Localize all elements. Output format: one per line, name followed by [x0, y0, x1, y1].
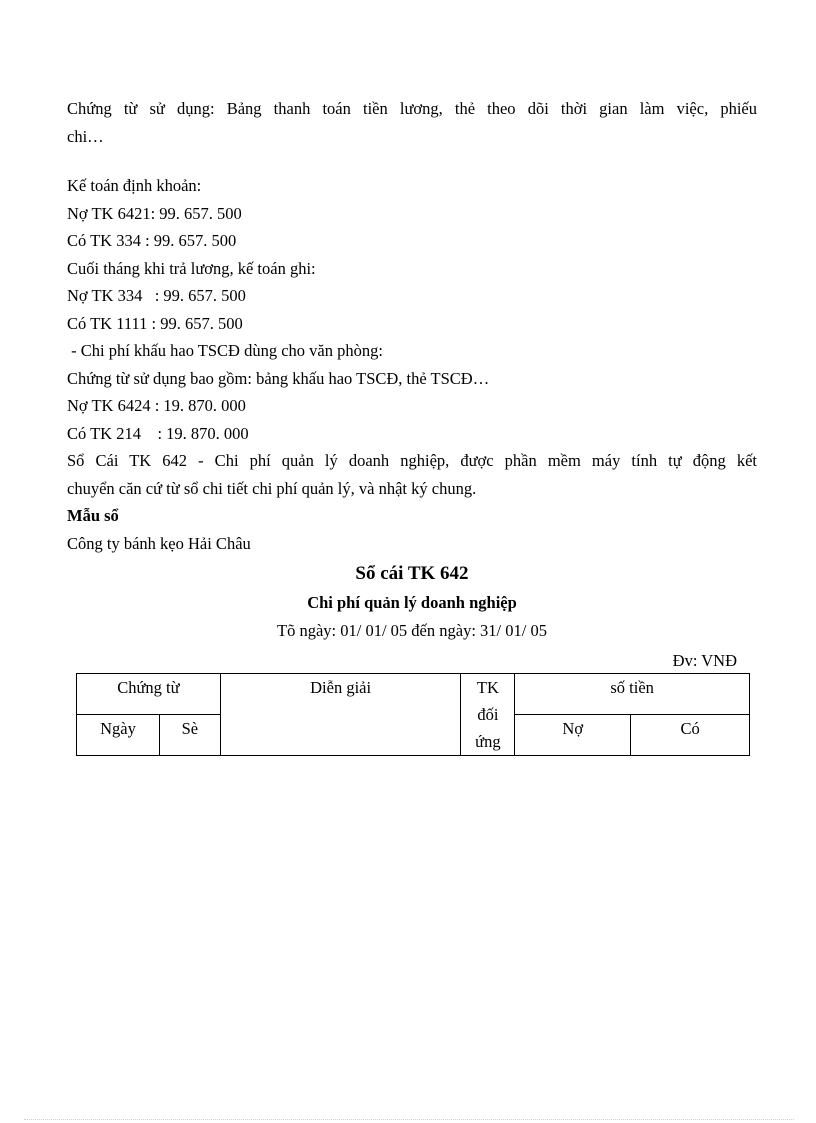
header-debit: Nợ: [515, 715, 631, 756]
header-description: Diễn giải: [220, 674, 461, 756]
ledger-table: [76, 673, 750, 756]
header-contra-line: ứng: [475, 732, 501, 751]
ledger-description: [67, 447, 757, 475]
header-amount: số tiền: [515, 674, 750, 715]
month-end-note: Cuối tháng khi trả lương, kế toán ghi:: [67, 258, 316, 278]
credit-entry: Có TK 334 : 99. 657. 500: [67, 231, 237, 250]
header-number: Sè: [159, 715, 220, 756]
debit-entry: Nợ TK 6421: 99. 657. 500: [67, 203, 242, 223]
sample-heading: Mẫu sổ: [67, 506, 119, 525]
header-contra-account: [461, 674, 515, 756]
depreciation-vouchers: Chứng từ sử dụng bao gồm: bảng khấu hao TSCĐ, thẻ TSCĐ…: [67, 368, 490, 388]
debit-entry: Nợ TK 6424 : 19. 870. 000: [67, 396, 246, 415]
company-name: Công ty bánh kẹo Hải Châu: [67, 533, 251, 553]
spacer: [67, 150, 757, 172]
debit-entry: Nợ TK 334 : 99. 657. 500: [67, 286, 246, 305]
paragraph-text: Chứng từ sử dụng: Bảng thanh toán tiền lương, thẻ theo dõi thời gian làm việc, phiếu: [67, 99, 757, 118]
header-voucher: Chứng từ: [77, 674, 221, 715]
header-contra-line: TK: [476, 678, 499, 697]
table-header-row: [77, 674, 750, 715]
credit-entry: Có TK 1111 : 99. 657. 500: [67, 313, 243, 333]
header-contra-line: đối: [477, 705, 499, 724]
paragraph-vouchers-salary: [67, 95, 757, 123]
header-credit: Có: [631, 715, 750, 756]
ledger-title: Sổ cái TK 642: [355, 563, 469, 584]
ledger-date-range: Tõ ngày: 01/ 01/ 05 đến ngày: 31/ 01/ 05: [277, 621, 547, 640]
ledger-subtitle: Chi phí quản lý doanh nghiệp: [307, 593, 517, 612]
entry-heading: Kế toán định khoản:: [67, 176, 202, 195]
header-date: Ngày: [77, 715, 160, 756]
currency-unit: Đv: VNĐ: [672, 651, 737, 670]
paragraph-text: Sổ Cái TK 642 - Chi phí quản lý doanh nghiệp, được phần mềm máy tính tự động kết: [67, 451, 757, 470]
depreciation-heading: - Chi phí khấu hao TSCĐ dùng cho văn phòng:: [67, 341, 383, 360]
document-page: [67, 95, 757, 756]
page-bottom-divider: [24, 1119, 794, 1120]
paragraph-continuation: chi…: [67, 126, 104, 146]
paragraph-continuation: chuyển căn cứ từ sổ chi tiết chi phí quản lý, và nhật ký chung.: [67, 478, 477, 498]
credit-entry: Có TK 214 : 19. 870. 000: [67, 423, 249, 443]
